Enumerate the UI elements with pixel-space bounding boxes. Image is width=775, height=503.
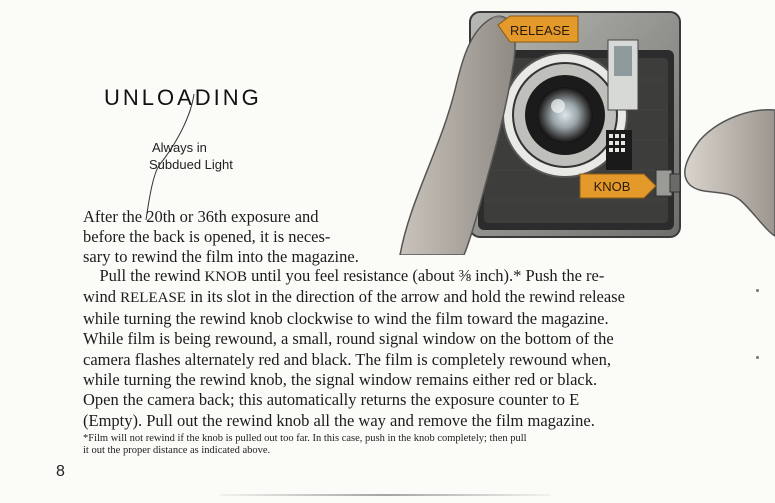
body-line: Open the camera back; this automatically returns the exposure counter to E: [83, 390, 580, 410]
page-number: 8: [56, 463, 65, 480]
footnote-line: *Film will not rewind if the knob is pulled out too far. In this case, push in the knob completely; then pull: [83, 433, 527, 444]
instructions-paragraph: [83, 266, 708, 431]
bottom-edge-shadow: [220, 494, 550, 496]
body-line: while turning the rewind knob, the signal window remains either red or black.: [83, 370, 598, 390]
intro-paragraph: [83, 207, 359, 267]
body-line: wind RELEASE in its slot in the direction of the arrow and hold the rewind release: [83, 287, 625, 307]
body-line: While film is being rewound, a small, round signal window on the bottom of the: [83, 329, 614, 349]
note-line-1: Always in: [152, 140, 207, 155]
intro-line: sary to rewind the film into the magazine.: [83, 247, 359, 266]
camera-photo: [380, 0, 775, 255]
body-line: camera flashes alternately red and black. The film is completely rewound when,: [83, 349, 611, 369]
footnote-line: it out the proper distance as indicated above.: [83, 445, 271, 456]
margin-mark: [756, 289, 759, 292]
body-line: while turning the rewind knob clockwise to wind the film toward the magazine.: [83, 308, 609, 328]
footnote: [83, 433, 527, 457]
release-tag-label: RELEASE: [510, 23, 570, 38]
knob-term: KNOB: [204, 269, 247, 285]
page-heading: UNLOADING: [104, 84, 262, 110]
body-line: (Empty). Pull out the rewind knob all the way and remove the film magazine.: [83, 410, 595, 430]
subdued-light-note: [149, 139, 233, 173]
intro-line: After the 20th or 36th exposure and: [83, 207, 319, 226]
knob-tag-label: KNOB: [593, 179, 631, 194]
note-line-2: Subdued Light: [149, 157, 233, 172]
release-term: RELEASE: [120, 290, 186, 307]
intro-line: before the back is opened, it is neces-: [83, 227, 331, 246]
margin-mark: [756, 356, 759, 359]
camera-illustration: [380, 0, 775, 255]
body-line: Pull the rewind KNOB until you feel resistance (about ⅜ inch).* Push the re-: [99, 266, 605, 285]
